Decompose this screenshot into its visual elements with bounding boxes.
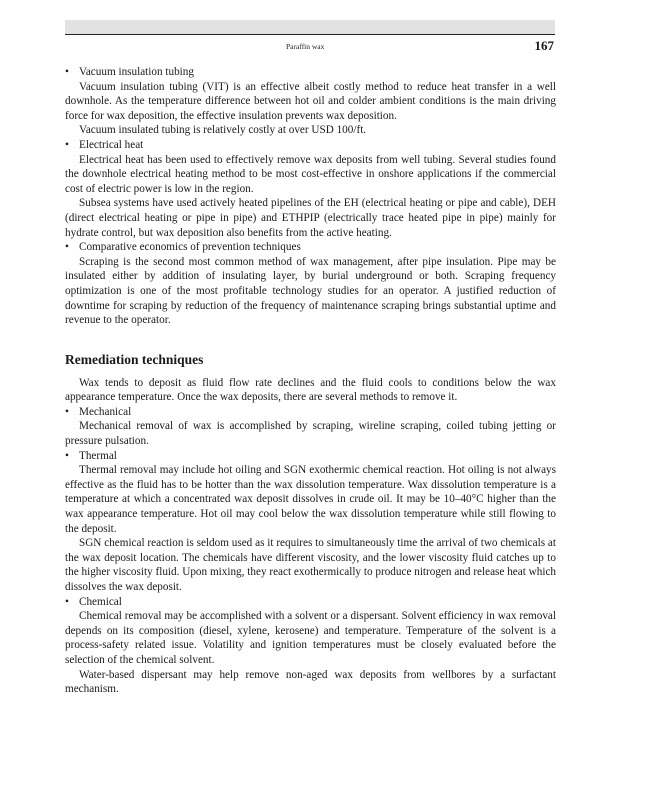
paragraph: Vacuum insulated tubing is relatively costly at over USD 100/ft. — [79, 124, 367, 137]
bullet-item — [65, 449, 556, 464]
bullet-icon: • — [65, 66, 69, 78]
paragraph: SGN chemical reaction is seldom used as it requires to simultaneously time the arrival of two chemicals at the wax deposit location. The chemicals have different viscosity, and the lower viscosity fluid catches up to the higher viscosity fluid. Upon mixing, they react exothermically to produce nitrogen and release heat which dissolves the wax deposit. — [65, 537, 556, 593]
paragraph: Subsea systems have used actively heated pipelines of the EH (electrical heating or pipe and cable), DEH (direct electrical heating or pipe in pipe) and ETHPIP (electrically trace heated pipe in pipe) mainly for hydrate control, but wax deposition also benefits from the active heating. — [65, 197, 556, 239]
bullet-icon: • — [65, 595, 69, 608]
paragraph: Mechanical removal of wax is accomplished by scraping, wireline scraping, coiled tubing jetting or pressure pulsation. — [65, 420, 556, 448]
paragraph: Chemical removal may be accomplished with a solvent or a dispersant. Solvent efficiency in wax removal depends on its composition (diesel, xylene, kerosene) and temperature. Temperature of the solvent is a process-safety related issue. Volatility and ignition temperatures must be closely evaluated before the selection of the chemical solvent. — [65, 610, 556, 666]
bullet-icon: • — [65, 449, 69, 462]
bullet-item — [65, 595, 556, 610]
bullet-label: Chemical — [79, 595, 122, 608]
section-heading: Remediation techniques — [65, 351, 204, 367]
bullet-icon: • — [65, 138, 69, 151]
bullet-label: Mechanical — [79, 405, 132, 418]
page-number: 167 — [534, 38, 554, 53]
bullet-item — [65, 240, 556, 255]
bullet-icon: • — [65, 241, 69, 254]
bullet-item — [65, 405, 556, 420]
bullet-item — [65, 138, 556, 153]
paragraph: Wax tends to deposit as fluid flow rate declines and the fluid cools to conditions below the wax appearance temperature. Once the wax deposits, there are several methods to remove it. — [65, 376, 556, 404]
bullet-label: Comparative economics of prevention techniques — [79, 241, 301, 254]
header-rule — [65, 34, 555, 35]
bullet-item — [65, 65, 556, 80]
paragraph: Thermal removal may include hot oiling and SGN exothermic chemical reaction. Hot oiling is not always effective as the fluid has to be hotter than the wax dissolution temperature. Wax dissolution temperature is a temperature at which a concentrated wax deposit dissolves in crude oil. It may be 10–40°C higher than the wax appearance temperature. Hot oil may cool below the wax dissolution temperature while still flowing to the deposit. — [65, 464, 556, 535]
paragraph: Electrical heat has been used to effectively remove wax deposits from well tubing. Several studies found the downhole electrical heating method to be most cost-effective in onshore applications if the commercial cost of electric power is low in the region. — [65, 153, 556, 195]
paragraph: Scraping is the second most common method of wax management, after pipe insulation. Pipe may be insulated either by addition of insulating layer, by burial underground or both. Scraping frequency optimization is one of the most profitable technology studies for an operator. A justified reduction of downtime for scraping by reduction of the frequency of maintenance scraping brings substantial uptime and revenue to the operator. — [65, 255, 556, 327]
bullet-label: Vacuum insulation tubing — [79, 66, 194, 78]
page-body — [65, 65, 556, 697]
bullet-label: Thermal — [79, 449, 117, 462]
paragraph: Water-based dispersant may help remove non-aged wax deposits from wellbores by a surfactant mechanism. — [65, 668, 556, 696]
header-bar — [65, 20, 555, 34]
bullet-icon: • — [65, 405, 69, 418]
running-title: Paraffin wax — [286, 42, 325, 51]
paragraph: Vacuum insulation tubing (VIT) is an effective albeit costly method to reduce heat transfer in a well downhole. As the temperature difference between hot oil and colder ambient conditions is the main driving force for wax deposition, the effective insulation prevents wax deposition. — [65, 80, 556, 122]
bullet-label: Electrical heat — [79, 138, 144, 151]
